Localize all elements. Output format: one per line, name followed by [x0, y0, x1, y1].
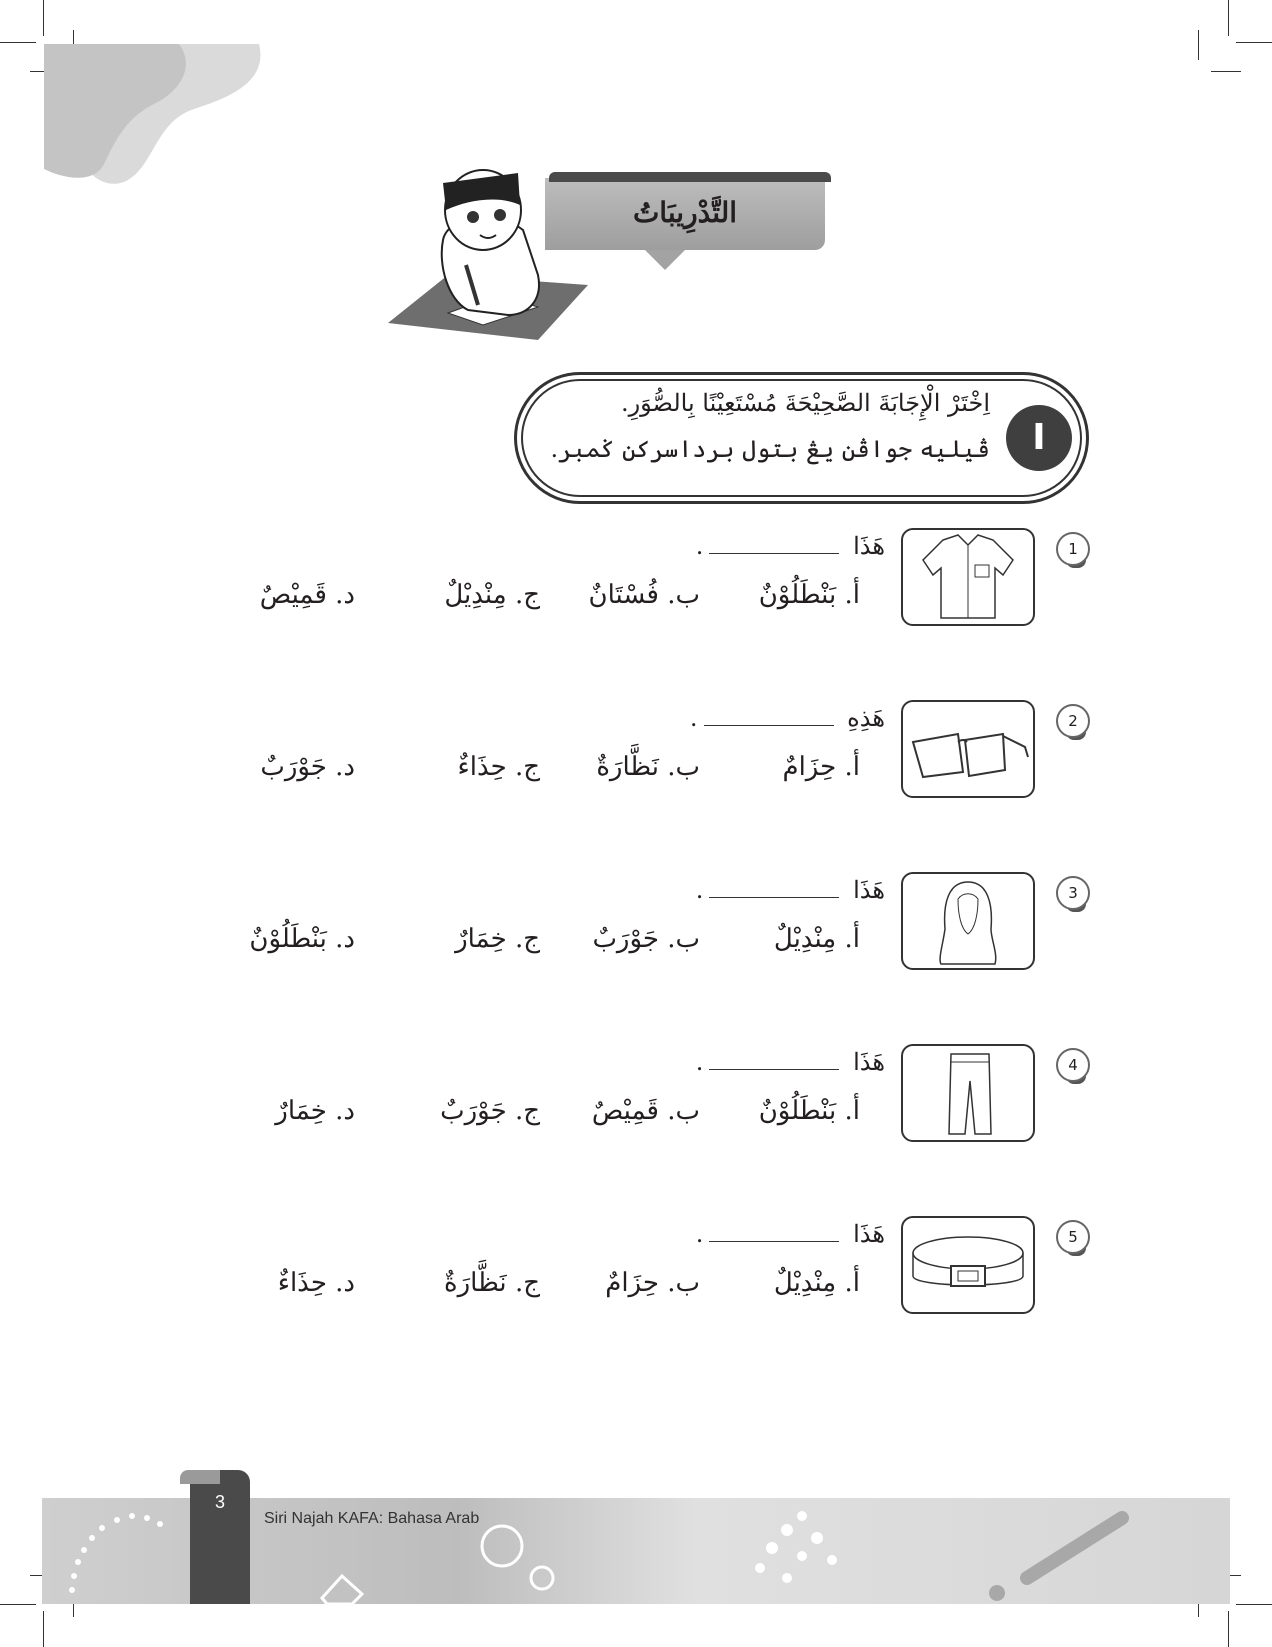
answer-blank[interactable] [709, 533, 839, 554]
question-number: 1 [1056, 532, 1090, 566]
trousers-icon [903, 1046, 1033, 1140]
crop-mark [1198, 30, 1199, 60]
option-b[interactable]: ب. حِزَامٌ [605, 1268, 700, 1298]
crop-mark [1211, 71, 1241, 72]
banner-pointer [645, 250, 685, 270]
glasses-image [901, 700, 1035, 798]
option-c[interactable]: ج. مِنْدِيْلٌ [444, 580, 540, 610]
headscarf-image [901, 872, 1035, 970]
option-d[interactable]: د. قَمِيْصٌ [259, 580, 355, 610]
belt-image [901, 1216, 1035, 1314]
option-d[interactable]: د. حِذَاءٌ [277, 1268, 355, 1298]
option-c[interactable]: ج. حِذَاءٌ [457, 752, 540, 782]
instruction-arabic: اِخْتَرْ الْإِجَابَةَ الصَّحِيْحَةَ مُسْتَعِيْنًا بِالصُّوَرِ. [620, 389, 990, 417]
option-a[interactable]: أ. بَنْطَلُوْنٌ [758, 1096, 860, 1126]
question-stem: هَذَا . [695, 1048, 885, 1076]
option-d[interactable]: د. بَنْطَلُوْنٌ [249, 924, 355, 954]
answer-blank[interactable] [709, 1221, 839, 1242]
option-b[interactable]: ب. فُسْتَانٌ [588, 580, 700, 610]
question-number: 3 [1056, 876, 1090, 910]
option-b[interactable]: ب. جَوْرَبٌ [592, 924, 700, 954]
question-number: 2 [1056, 704, 1090, 738]
crop-mark [1236, 42, 1272, 43]
glasses-icon [903, 702, 1033, 796]
answer-blank[interactable] [709, 1049, 839, 1070]
book-title: Siri Najah KAFA: Bahasa Arab [264, 1510, 480, 1527]
option-a[interactable]: أ. مِنْدِيْلٌ [773, 924, 860, 954]
crop-mark [1228, 0, 1229, 36]
crop-mark [0, 1604, 36, 1605]
option-a[interactable]: أ. حِزَامٌ [782, 752, 860, 782]
stem-text: هَذَا [853, 1048, 885, 1076]
page-number-tab [190, 1470, 250, 1604]
crop-mark [1236, 1604, 1272, 1605]
option-a[interactable]: أ. مِنْدِيْلٌ [773, 1268, 860, 1298]
option-a[interactable]: أ. بَنْطَلُوْنٌ [758, 580, 860, 610]
question-1 [220, 528, 1090, 638]
page-number: 3 [214, 1492, 225, 1512]
instruction-jawi: ڤيليه جواڤن يڠ بتول برداسرکن ݢمبر. [550, 435, 990, 463]
question-stem: هَذِهِ . [689, 704, 885, 732]
option-c[interactable]: ج. جَوْرَبٌ [440, 1096, 540, 1126]
question-number: 4 [1056, 1048, 1090, 1082]
shirt-icon [903, 530, 1033, 624]
question-stem: هَذَا . [695, 1220, 885, 1248]
headscarf-icon [903, 874, 1033, 968]
belt-icon [903, 1218, 1033, 1312]
answer-blank[interactable] [704, 705, 834, 726]
question-stem: هَذَا . [695, 532, 885, 560]
question-5 [220, 1216, 1090, 1326]
option-b[interactable]: ب. قَمِيْصٌ [591, 1096, 700, 1126]
crop-mark [43, 0, 44, 36]
section-title-banner [545, 178, 825, 250]
stem-text: هَذِهِ [847, 704, 885, 732]
option-d[interactable]: د. خِمَارٌ [275, 1096, 355, 1126]
stem-text: هَذَا [853, 532, 885, 560]
answer-blank[interactable] [709, 877, 839, 898]
instruction-number-badge: I [1006, 405, 1072, 471]
trousers-image [901, 1044, 1035, 1142]
decorative-blob [44, 44, 264, 184]
question-2 [220, 700, 1090, 810]
question-4 [220, 1044, 1090, 1154]
question-number: 5 [1056, 1220, 1090, 1254]
shirt-image [901, 528, 1035, 626]
option-b[interactable]: ب. نَظَّارَةٌ [596, 752, 700, 782]
section-title: التَّدْرِيبَاتُ [632, 196, 738, 229]
stem-text: هَذَا [853, 1220, 885, 1248]
option-d[interactable]: د. جَوْرَبٌ [260, 752, 355, 782]
instruction-box [514, 372, 1089, 504]
stem-text: هَذَا [853, 876, 885, 904]
crop-mark [0, 42, 36, 43]
option-c[interactable]: ج. خِمَارٌ [455, 924, 540, 954]
question-3 [220, 872, 1090, 982]
banner-roll [549, 172, 831, 182]
tab-curl [180, 1470, 220, 1484]
crop-mark [43, 1611, 44, 1647]
crop-mark [1228, 1611, 1229, 1647]
question-stem: هَذَا . [695, 876, 885, 904]
option-c[interactable]: ج. نَظَّارَةٌ [444, 1268, 540, 1298]
